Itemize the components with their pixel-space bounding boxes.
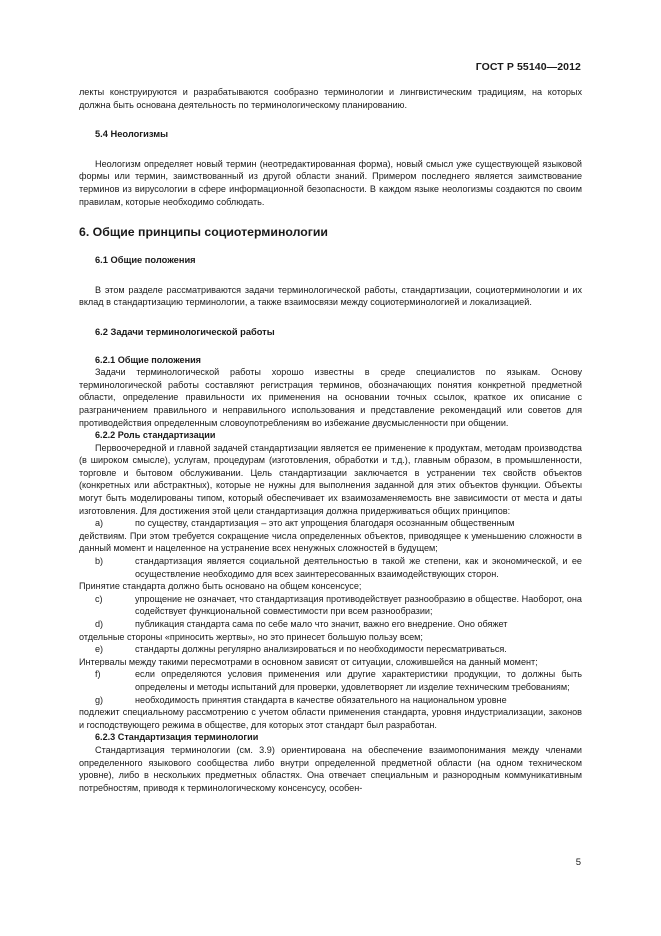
- list-item-text: упрощение не означает, что стандартизация противодействует разнообразию в обществе. Наоборот, она содействует функциональной совместимости при всем разнообразии;: [135, 593, 582, 617]
- list-item-continuation: действиям. При этом требуется сокращение числа определенных объектов, приводящее к уменьшению сложности в данный момент и нацеленное на устранение всех ненужных сложностей в будущем;: [79, 530, 582, 554]
- document-body: [79, 86, 582, 794]
- section-6-1-paragraph: В этом разделе рассматриваются задачи терминологической работы, стандартизации, социотерминологии и их вклад в стандартизацию терминологии, а также взаимосвязи между социотерминологией и локализацией.: [79, 284, 582, 308]
- list-marker: b): [95, 556, 104, 567]
- list-item: [79, 593, 582, 618]
- page-number: 5: [575, 857, 581, 868]
- list-marker: g): [95, 694, 104, 705]
- list-item-text: необходимость принятия стандарта в качестве обязательного на национальном уровне: [135, 694, 507, 705]
- principles-list: [79, 517, 582, 731]
- section-6-2-2-heading: 6.2.2 Роль стандартизации: [95, 430, 216, 441]
- section-6-2-2-paragraph: Первоочередной и главной задачей стандартизации является ее применение к продуктам, методам производства (в широком смысле), услугам, процедурам (изготовления, обработки и т.д.), главным образом, в промышленности, торговле и бытовом обслуживании. Цель стандартизации заключается в устранении тех свойств объектов (конкретных или абстрактных), которые не нужны для выполнения заданной для этих объектов функции. Объекты могут быть моделированы типом, который обеспечивает их взаимозаменяемость вне зависимости от места и даты изготовления. Для достижения этой цели стандартизация должна придерживаться общих принципов:: [79, 442, 582, 516]
- list-marker: f): [95, 669, 101, 680]
- list-item: [79, 643, 582, 668]
- list-marker: a): [95, 518, 104, 529]
- list-item: [79, 694, 582, 732]
- paragraph-continuation: лекты конструируются и разрабатываются сообразно терминологии и лингвистическим традициям, на которых должна быть основана деятельность по терминологическому планированию.: [79, 87, 582, 110]
- list-item-text: если определяются условия применения или другие характеристики продукции, то должны быть определены и методы испытаний для проверки, удовлетворяет ли изделие техническим требованиям;: [135, 669, 582, 692]
- list-item: [79, 517, 582, 555]
- section-6-2-3-heading: 6.2.3 Стандартизация терминологии: [95, 732, 259, 743]
- section-6-2-1-paragraph: Задачи терминологической работы хорошо известны в среде специалистов по языкам. Основу терминологической работы составляют регистрация терминов, обозначающих понятия конкретной предметной области, определение правильности их применения на основании точных ссылок, краткое их описание с разграничением правильного и неправильного использования и представление рекомендаций или советов для противодействия определенным словоупотреблениям во избежание двусмысленности при общении.: [79, 367, 582, 428]
- list-item-text: стандартизация является социальной деятельностью в такой же степени, как и экономической, и ее осуществление необходимо для всех заинтересованных взаимодействующих сторон.: [135, 556, 582, 579]
- list-item-text: по существу, стандартизация – это акт упрощения благодаря осознанным общественным: [135, 518, 515, 529]
- section-6-heading: 6. Общие принципы социотерминологии: [79, 225, 328, 240]
- list-item-continuation: Принятие стандарта должно быть основано на общем консенсусе;: [79, 581, 362, 592]
- list-marker: c): [95, 593, 103, 604]
- list-item-text: стандарты должны регулярно анализироваться и по необходимости пересматриваться.: [135, 644, 507, 655]
- list-marker: e): [95, 644, 104, 655]
- section-5-4-heading: 5.4 Неологизмы: [95, 129, 169, 140]
- list-marker: d): [95, 619, 104, 629]
- section-6-2-heading: 6.2 Задачи терминологической работы: [95, 326, 275, 337]
- section-6-1-heading: 6.1 Общие положения: [95, 255, 196, 266]
- list-item: [79, 555, 582, 593]
- list-item: [79, 618, 582, 643]
- list-item: [79, 668, 582, 693]
- list-item-text: публикация стандарта сама по себе мало что значит, важно его внедрение. Оно обяжет: [135, 619, 508, 629]
- section-5-4-paragraph: Неологизм определяет новый термин (неотредактированная форма), новый смысл уже существующей языковой формы или термин, заимствованный из другой области знаний. Примером последнего является заимствование терминов из вирусологии в сфере информационной безопасности. В каждом языке неологизмы создаются по своим правилам, которые необходимо соблюдать.: [79, 158, 582, 207]
- list-item-continuation: Интервалы между такими пересмотрами в основном зависят от ситуации, сложившейся на данный момент;: [79, 656, 538, 667]
- list-item-continuation: отдельные стороны «приносить жертвы», но это принесет большую пользу всем;: [79, 631, 423, 642]
- section-6-2-1-heading: 6.2.1 Общие положения: [95, 354, 201, 365]
- section-6-2-3-paragraph: Стандартизация терминологии (см. 3.9) ориентирована на обеспечение взаимопонимания между членами определенного языкового сообщества либо внутри определенной предметной области (на одном техническом уровне), либо в нескольких предметных областях. Она отвечает специальным и разнородным коммуникативным потребностям, приводя к терминологическому консенсусу, особен-: [79, 744, 582, 793]
- list-item-continuation: подлежит специальному рассмотрению с учетом области применения стандарта, уровня индустриализации, законов и господствующего режима в обществе, для которых этот стандарт был разработан.: [79, 707, 582, 730]
- document-code: ГОСТ Р 55140—2012: [475, 61, 581, 73]
